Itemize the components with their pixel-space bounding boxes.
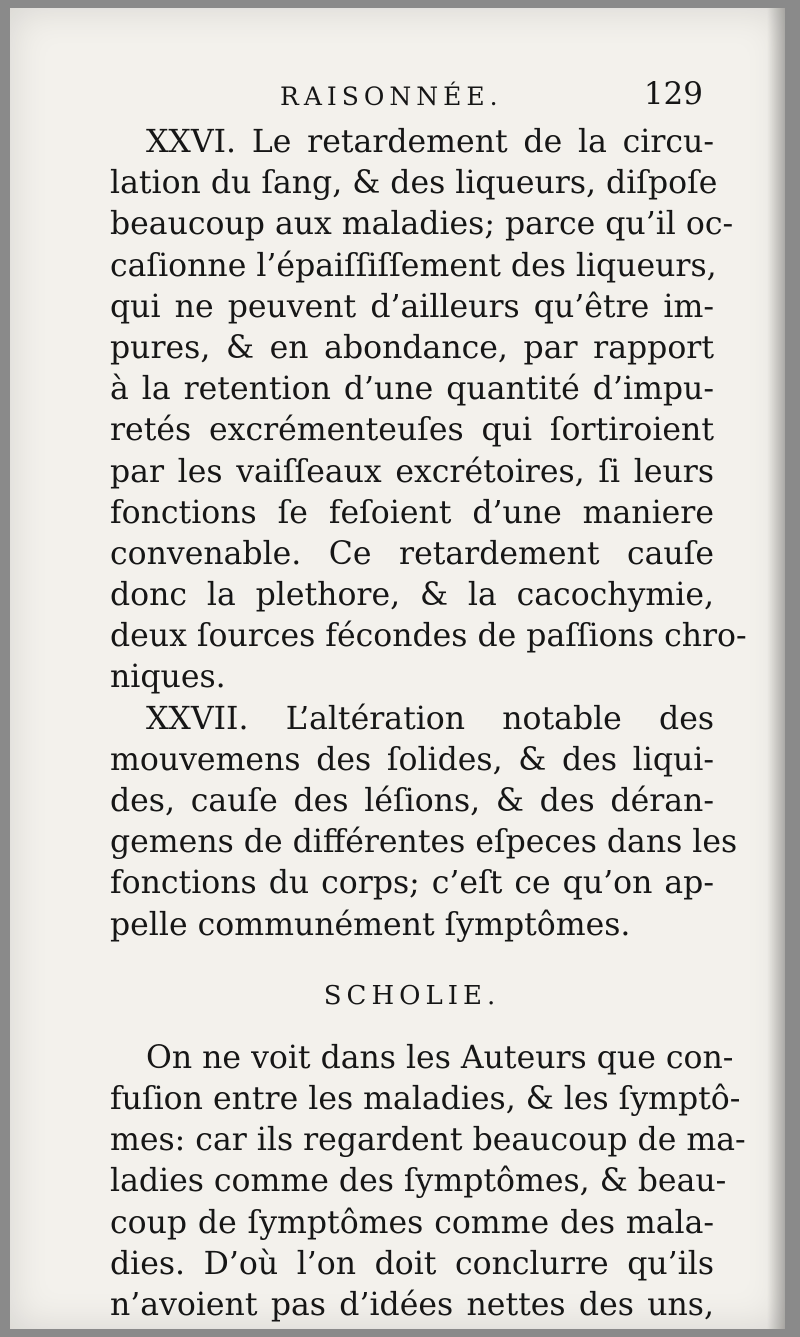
text-line: fuſion entre les maladies, & les ſymptô- xyxy=(110,1080,741,1117)
text-line: niques. xyxy=(110,659,226,696)
text-line: lation du ſang, & des liqueurs, diſpoſe xyxy=(110,165,718,202)
body-text xyxy=(110,122,747,1326)
text-line: donc la plethore, & la cacochymie, xyxy=(110,577,714,614)
text-line: n’avoient pas d’idées nettes des uns, xyxy=(110,1286,714,1323)
text-line: dies. D’où l’on doit conclurre qu’ils xyxy=(110,1245,714,1282)
text-line: XXVII. L’altération notable des xyxy=(146,700,714,737)
text-line: convenable. Ce retardement cauſe xyxy=(110,535,714,572)
text-line: des, cauſe des léſions, & des déran- xyxy=(110,783,714,819)
text-line: retés excrémenteuſes qui ſortiroient xyxy=(110,412,714,449)
page-number: 129 xyxy=(643,76,703,112)
paragraph-scholie xyxy=(110,1038,746,1326)
paragraph-xxvi xyxy=(110,122,747,699)
text-line: qui ne peuvent d’ailleurs qu’être im- xyxy=(110,288,714,325)
text-line: ladies comme des ſymptômes, & beau- xyxy=(110,1163,727,1200)
text-line: pelle communément ſymptômes. xyxy=(110,906,631,943)
text-line: par les vaiſſeaux excrétoires, ſi leurs xyxy=(110,453,714,490)
text-line: beaucoup aux maladies; parce qu’il oc- xyxy=(110,206,734,243)
book-page xyxy=(10,8,785,1329)
paragraph-xxvii xyxy=(110,699,738,946)
text-line: fonctions du corps; c’eſt ce qu’on ap- xyxy=(110,865,714,902)
text-line: mouvemens des ſolides, & des liqui- xyxy=(110,741,714,778)
text-line: caſionne l’épaiſſiſſement des liqueurs, xyxy=(110,247,717,284)
text-line: gemens de différentes eſpeces dans les xyxy=(110,824,738,861)
text-line: mes: car ils regardent beaucoup de ma- xyxy=(110,1122,746,1159)
running-title: RAISONNÉE. xyxy=(280,82,503,111)
text-line: pures, & en abondance, par rapport xyxy=(110,329,714,366)
running-head xyxy=(110,76,703,112)
text-line: XXVI. Le retardement de la circu- xyxy=(146,124,714,160)
text-line: On ne voit dans les Auteurs que con- xyxy=(146,1039,734,1076)
text-line: à la retention d’une quantité d’impu- xyxy=(110,371,714,408)
text-line: fonctions ſe feſoient d’une maniere xyxy=(110,494,714,531)
text-line: coup de ſymptômes comme des mala- xyxy=(110,1204,714,1241)
section-heading: SCHOLIE. xyxy=(323,980,501,1011)
text-line: deux ſources fécondes de paſſions chro- xyxy=(110,618,747,655)
